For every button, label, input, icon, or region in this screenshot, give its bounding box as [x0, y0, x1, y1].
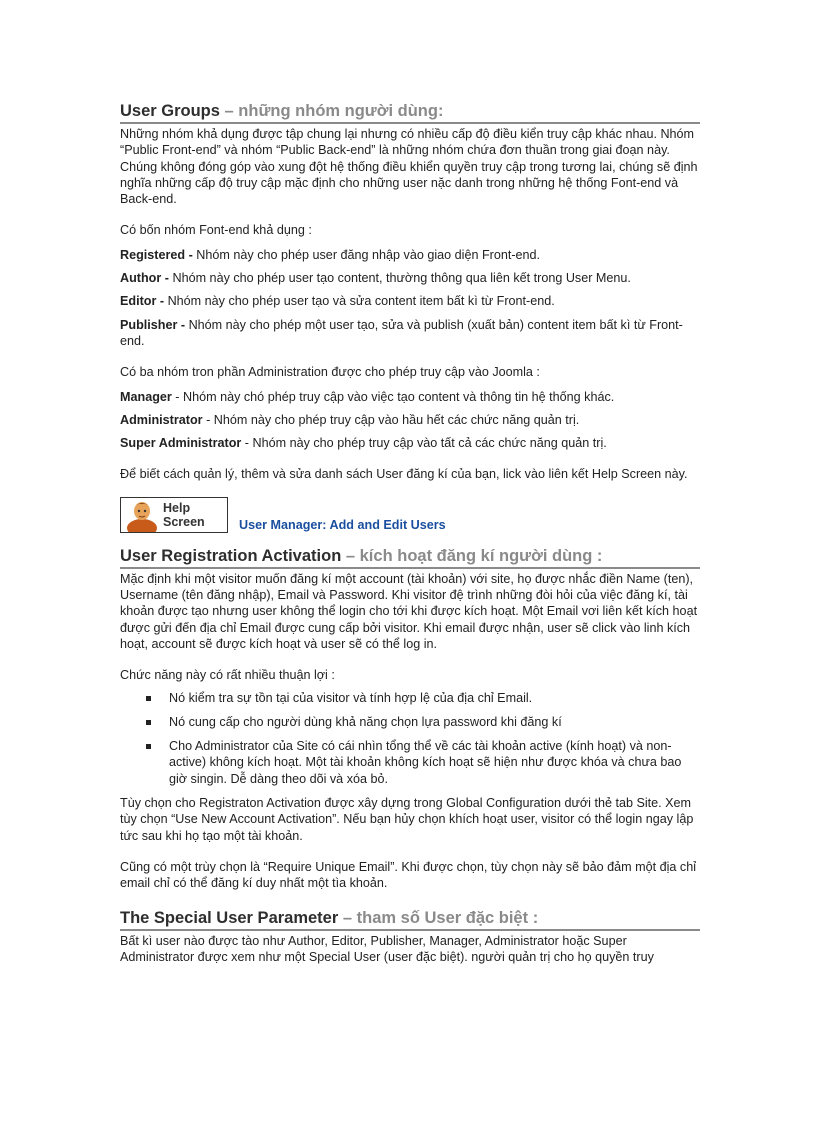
group-author — [120, 270, 700, 286]
document-page — [120, 102, 700, 965]
group-super-administrator — [120, 435, 700, 451]
benefits-list — [120, 690, 700, 787]
group-desc: - Nhóm này cho phép truy cập vào hầu hết các chức năng quản trị. — [202, 412, 580, 427]
bullet-icon — [146, 696, 151, 701]
group-name: Author - — [120, 271, 169, 286]
heading-title: The Special User Parameter — [120, 908, 339, 927]
help-outro: Để biết cách quản lý, thêm và sửa danh sách User đăng kí của bạn, lick vào liên kết Help Screen này. — [120, 467, 688, 482]
heading-subtitle: – tham số User đặc biệt : — [342, 908, 539, 927]
section-heading-special-user — [120, 909, 700, 931]
heading-title: User Groups — [120, 102, 220, 120]
group-name: Administrator — [120, 412, 203, 427]
heading-title: User Registration Activation — [120, 546, 342, 565]
group-manager — [120, 389, 700, 405]
heading-subtitle: – kích hoạt đăng kí người dùng : — [345, 546, 603, 565]
help-screen-row — [120, 497, 700, 533]
paragraph-config-note: Tùy chọn cho Registraton Activation được xây dựng trong Global Configuration dưới thẻ tab Site. Xem tùy chọn “Use New Account Activation”. Nếu bạn hủy chọn khích hoạt user, visitor có thể login ngay lập tức sau khi họ tạo một tài khoản. — [120, 796, 694, 843]
section-heading-registration-activation — [120, 547, 700, 569]
paragraph-activation-intro: Mặc định khi một visitor muốn đăng kí một account (tài khoản) với site, họ được nhắc điền Name (ten), Username (tên đăng nhập), Email và Password. Khi visitor đệ trình những đòi hỏi của việc đăng kí, tài khoản được tạo nhưng user không thể login cho tới khi được kích hoạt. Một Email vơi liên kết kích hoạt được gửi đến địa chỉ Email được cung cấp bởi visitor. Khi email được nhận, user sẽ click vào linh kích hoạt, account sẽ được kích hoạt và user sẽ có thể log in. — [120, 571, 698, 651]
group-desc: Nhóm này cho phép user đăng nhập vào giao diện Front-end. — [192, 247, 541, 262]
group-desc: Nhóm này cho phép một user tạo, sửa và publish (xuất bản) content item bất kì từ Front-end. — [120, 317, 683, 348]
bullet-icon — [146, 744, 151, 749]
list-item: Cho Administrator của Site có cái nhìn tổng thể về các tài khoản active (kính hoạt) và non-active) không kích hoạt. Một tài khoản không kích hoạt sẽ hiện như được khóa và chưa bao giờ singin. Dễ dàng theo dõi và xóa bỏ. — [120, 738, 700, 787]
group-name: Registered - — [120, 247, 193, 262]
benefits-intro: Chức năng này có rất nhiều thuận lợi : — [120, 668, 335, 683]
help-screen-label: Help Screen — [163, 500, 205, 529]
list-item: Nó kiểm tra sự tồn tại của visitor và tính hợp lệ của địa chỉ Email. — [120, 690, 700, 706]
group-name: Editor - — [120, 294, 165, 309]
group-desc: - Nhóm này chó phép truy cập vào việc tạo content và thông tin hệ thống khác. — [171, 389, 615, 404]
help-screen-button[interactable] — [120, 497, 228, 533]
paragraph-unique-email: Cũng có một trùy chọn là “Require Unique Email”. Khi được chọn, tùy chọn này sẽ bảo đảm một địa chỉ email chỉ có thể đăng kí duy nhất một tìa khoản. — [120, 859, 696, 891]
person-icon — [123, 498, 163, 532]
group-registered — [120, 247, 700, 263]
group-editor — [120, 293, 700, 309]
paragraph-special-user: Bất kì user nào được tào như Author, Editor, Publisher, Manager, Administrator hoặc Super Administrator được xem như một Special User (user đặc biệt). người quản trị cho họ quyền truy — [120, 933, 654, 964]
group-desc: Nhóm này cho phép user tạo và sửa content item bất kì từ Front-end. — [164, 294, 555, 309]
admin-intro: Có ba nhóm tron phần Administration được cho phép truy cập vào Joomla : — [120, 365, 540, 380]
user-manager-link[interactable]: User Manager: Add and Edit Users — [239, 517, 446, 532]
section-heading-user-groups — [120, 102, 700, 124]
group-administrator — [120, 412, 700, 428]
group-name: Manager — [120, 389, 172, 404]
bullet-icon — [146, 720, 151, 725]
group-name: Publisher - — [120, 317, 186, 332]
frontend-intro: Có bốn nhóm Font-end khả dụng : — [120, 223, 312, 238]
group-desc: Nhóm này cho phép user tạo content, thường thông qua liên kết trong User Menu. — [168, 271, 631, 286]
group-name: Super Administrator — [120, 436, 242, 451]
heading-subtitle: – những nhóm người dùng: — [224, 102, 444, 120]
group-desc: - Nhóm này cho phép truy cập vào tất cả các chức năng quản trị. — [241, 436, 607, 451]
paragraph-intro: Những nhóm khả dụng được tập chung lại nhưng có nhiều cấp độ điều kiển truy cập khác nhau. Nhóm “Public Front-end” và nhóm “Public Back-end” là những nhóm chứa đơn thuần trong giai đoạn này. Chúng không đóng góp vào xung đột hệ thống điều khiển quyền truy cập trong tương lai, chúng sẽ định nghĩa những cấp độ truy cập mặc định cho những user nặc danh trong những hệ thống Font-end và Back-end. — [120, 127, 698, 207]
list-item: Nó cung cấp cho người dùng khả năng chọn lựa password khi đăng kí — [120, 714, 700, 730]
group-publisher — [120, 317, 700, 350]
